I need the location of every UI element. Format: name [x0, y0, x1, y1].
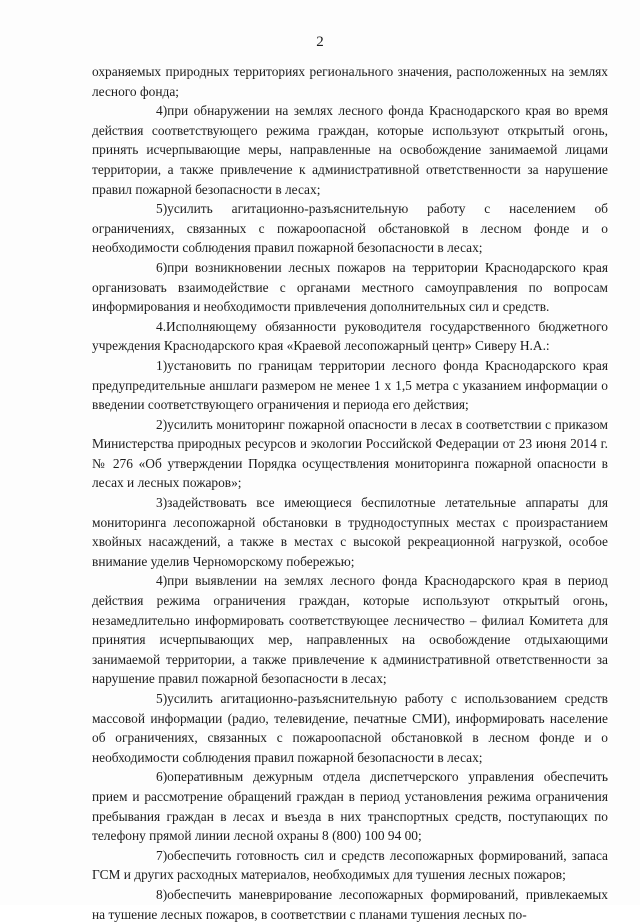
paragraph: [92, 101, 608, 199]
item-number: 5): [156, 201, 168, 217]
paragraph-text: усилить агитационно-разъяснительную работу с населением об ограничениях, связанных с пожароопасной обстановкой в лесном фонде и о необходимости соблюдения правил пожарной безопасности в лесах;: [92, 201, 608, 256]
paragraph-text: усилить агитационно-разъяснительную работу с использованием средств массовой информации (радио, телевидение, печатные СМИ), информировать население об ограничениях, связанных с пожароопасной обстановкой в лесном фонде и о необходимости соблюдения правил пожарной безопасности в лесах;: [92, 691, 608, 765]
paragraph-text: оперативным дежурным отдела диспетчерского управления обеспечить прием и рассмотрение обращений граждан в период установления режима ограничения пребывания граждан в лесах и въезда в них транспортных средств, поступающих по телефону прямой линии лесной охраны 8 (800) 100 94 00;: [92, 769, 608, 844]
paragraph-text: обеспечить готовность сил и средств лесопожарных формирований, запаса ГСМ и других расходных материалов, необходимых для тушения лесных пожаров;: [92, 847, 608, 883]
paragraph: [92, 689, 608, 767]
paragraph-text: усилить мониторинг пожарной опасности в лесах в соответствии с приказом Министерства природных ресурсов и экологии Российской Федерации от 23 июня 2014 г. № 276 «Об утверждении Порядка осуществления мониторинга пожарной опасности в лесах и лесных пожаров»;: [92, 416, 608, 491]
item-number: 6): [156, 769, 168, 785]
paragraph-text: обеспечить маневрирование лесопожарных формирований, привлекаемых на тушение лесных пожаров, в соответствии с планами тушения лесных по-: [92, 886, 608, 922]
paragraph-text: при обнаружении на землях лесного фонда Краснодарского края во время действия соответствующего режима граждан, которые используют открытый огонь, принять исчерпывающие меры, направленные на освобождение занимаемой лицами территории, а также привлечение к административной ответственности за нарушение правил пожарной безопасности в лесах;: [92, 103, 608, 197]
item-number: 2): [156, 416, 168, 432]
paragraph: [92, 571, 608, 689]
paragraph: [92, 885, 608, 924]
document-body: [92, 62, 608, 924]
paragraph-text: Исполняющему обязанности руководителя государственного бюджетного учреждения Краснодарского края «Краевой лесопожарный центр» Сиверу Н.А.:: [92, 318, 608, 354]
item-number: 1): [156, 357, 168, 373]
item-number: 8): [156, 886, 168, 902]
paragraph: [92, 493, 608, 571]
paragraph-text: установить по границам территории лесного фонда Краснодарского края предупредительные аншлаги размером не менее 1 х 1,5 метра с указанием информации о введении соответствующего ограничения и периода его действия;: [92, 357, 608, 413]
item-number: 5): [156, 691, 168, 706]
item-number: 4.: [156, 318, 167, 334]
paragraph: [92, 317, 608, 356]
paragraph-text: при выявлении на землях лесного фонда Краснодарского края в период действия режима ограничения граждан, которые используют открытый огонь, незамедлительно информировать соответствующее лесничество – филиал Комитета для принятия исчерпывающих мер, направленных на освобождение отдыхающими занимаемой территории, а также привлечение к административной ответственности за нарушение правил пожарной безопасности в лесах;: [92, 573, 608, 687]
paragraph: [92, 415, 608, 493]
item-number: 4): [156, 573, 168, 589]
paragraph-text: задействовать все имеющиеся беспилотные летательные аппараты для мониторинга лесопожарной обстановки в труднодоступных местах с произрастанием хвойных насаждений, а также в местах с высокой рекреационной нагрузкой, особое внимание уделив Черноморскому побережью;: [92, 495, 608, 569]
page-number: 2: [316, 34, 324, 50]
paragraph: [92, 258, 608, 317]
paragraph: [92, 767, 608, 845]
item-number: 3): [156, 495, 168, 511]
item-number: 6): [156, 259, 168, 275]
paragraph: [92, 62, 608, 101]
paragraph: [92, 199, 608, 258]
item-number: 4): [156, 103, 168, 119]
paragraph-text: охраняемых природных территориях регионального значения, расположенных на землях лесного фонда;: [92, 64, 608, 99]
paragraph: [92, 356, 608, 415]
paragraph: [92, 846, 608, 885]
paragraph-text: при возникновении лесных пожаров на территории Краснодарского края организовать взаимодействие с органами местного самоуправления по вопросам информирования и необходимости привлечения дополнительных сил и средств.: [92, 259, 608, 315]
item-number: 7): [156, 847, 168, 863]
